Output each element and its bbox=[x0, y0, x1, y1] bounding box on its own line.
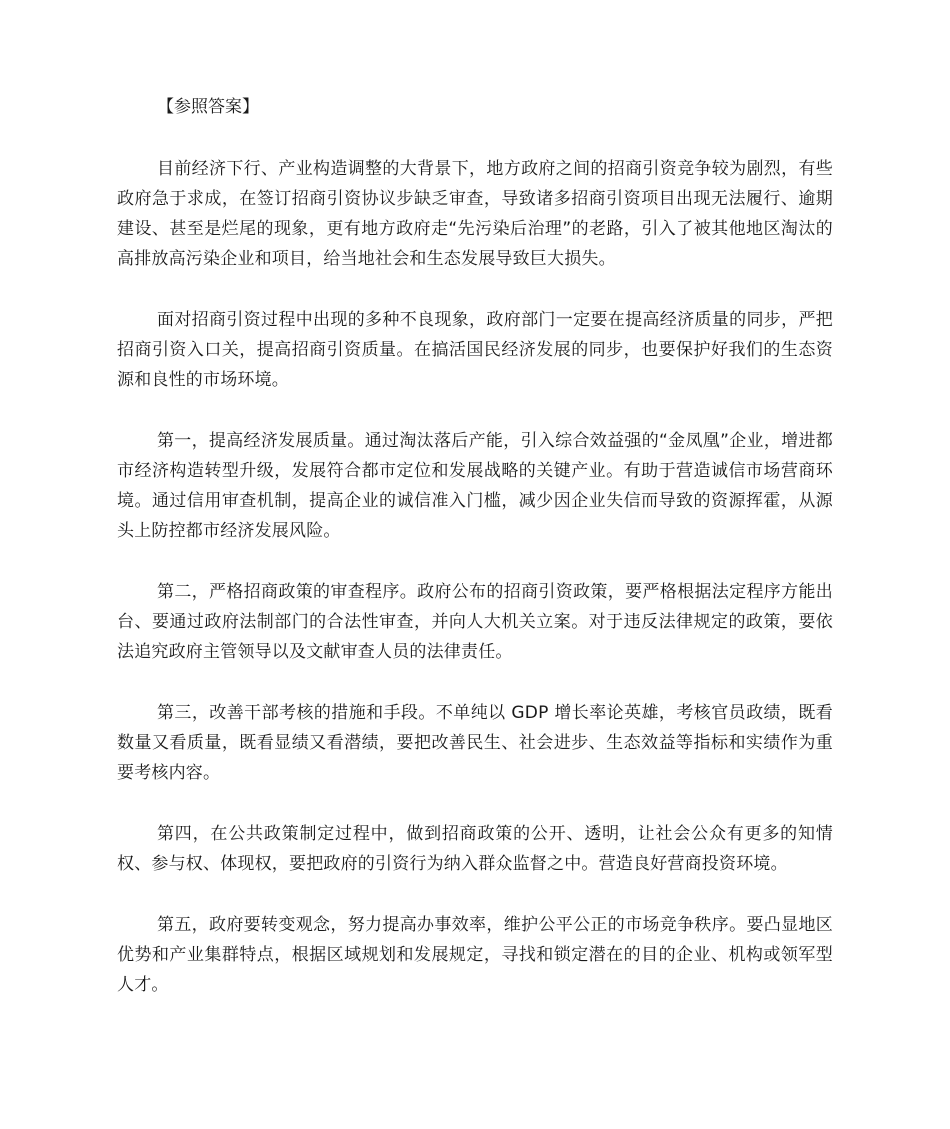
paragraph-point-two: 第二，严格招商政策的审查程序。政府公布的招商引资政策，要严格根据法定程序方能出台、要通过政府法制部门的合法性审查，并向人大机关立案。对于违反法律规定的政策，要依法追究政府主管领导以及文献审查人员的法律责任。 bbox=[117, 582, 833, 662]
paragraph-point-one: 第一，提高经济发展质量。通过淘汰落后产能，引入综合效益强的“金凤凰”企业，增进都市经济构造转型升级，发展符合都市定位和发展战略的关键产业。有助于营造诚信市场营商环境。通过信用审查机制，提高企业的诚信准入门槛，减少因企业失信而导致的资源挥霍，从源头上防控都市经济发展风险。 bbox=[117, 431, 833, 541]
document-page bbox=[117, 92, 833, 1031]
paragraph-point-four: 第四，在公共政策制定过程中，做到招商政策的公开、透明，让社会公众有更多的知情权、参与权、体现权，要把政府的引资行为纳入群众监督之中。营造良好营商投资环境。 bbox=[117, 824, 833, 874]
paragraph-point-three: 第三，改善干部考核的措施和手段。不单纯以 GDP 增长率论英雄，考核官员政绩，既看数量又看质量，既看显绩又看潜绩，要把改善民生、社会进步、生态效益等指标和实绩作为重要考核内容。 bbox=[117, 703, 833, 783]
answer-heading: 【参照答案】 bbox=[157, 97, 259, 117]
paragraph-point-five: 第五，政府要转变观念，努力提高办事效率，维护公平公正的市场竞争秩序。要凸显地区优势和产业集群特点，根据区域规划和发展规定，寻找和锁定潜在的目的企业、机构或领军型人才。 bbox=[117, 915, 833, 995]
paragraph-background: 目前经济下行、产业构造调整的大背景下，地方政府之间的招商引资竞争较为剧烈，有些政府急于求成，在签订招商引资协议步缺乏审查，导致诸多招商引资项目出现无法履行、逾期建设、甚至是烂尾的现象，更有地方政府走“先污染后治理”的老路，引入了被其他地区淘汰的高排放高污染企业和项目，给当地社会和生态发展导致巨大损失。 bbox=[117, 159, 833, 269]
paragraph-overview: 面对招商引资过程中出现的多种不良现象，政府部门一定要在提高经济质量的同步，严把招商引资入口关，提高招商引资质量。在搞活国民经济发展的同步，也要保护好我们的生态资源和良性的市场环境。 bbox=[117, 310, 833, 390]
